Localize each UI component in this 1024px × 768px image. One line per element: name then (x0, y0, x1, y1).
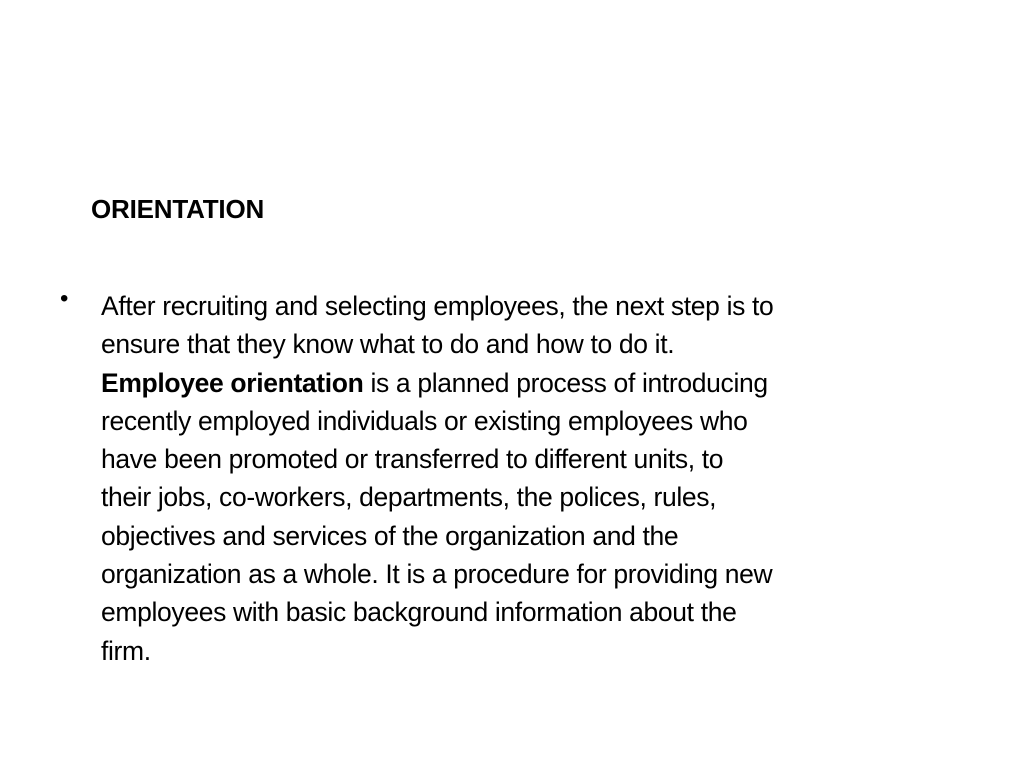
bullet-dot-icon: • (60, 285, 69, 312)
bullet-line: recently employed individuals or existing employees who (101, 405, 748, 436)
bullet-line (101, 364, 980, 402)
emphasized-term: Employee orientation (101, 367, 364, 398)
bullet-line: have been promoted or transferred to different units, to (101, 444, 724, 475)
bullet-line: objectives and services of the organization and the (101, 520, 679, 551)
bullet-line: firm. (101, 635, 151, 666)
bullet-line: their jobs, co-workers, departments, the polices, rules, (101, 482, 717, 513)
bullet-line: organization as a whole. It is a procedure for providing new (101, 559, 773, 590)
bullet-line-rest: is a planned process of introducing (363, 367, 768, 398)
bullet-line: After recruiting and selecting employees, the next step is to (101, 291, 774, 321)
bullet-line: employees with basic background information about the (101, 597, 737, 628)
bullet-line: ensure that they know what to do and how to do it. (101, 329, 675, 360)
bullet-item (60, 287, 980, 670)
slide-heading: ORIENTATION (91, 194, 265, 224)
bullet-list (60, 287, 980, 670)
